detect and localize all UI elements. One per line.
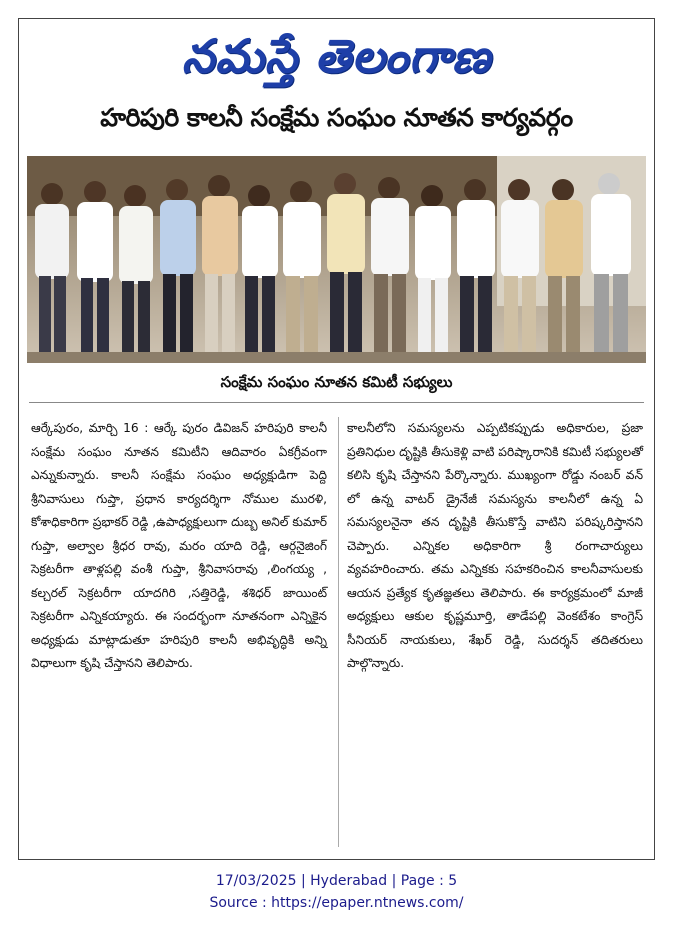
- article-text-right: కాలనీలోని సమస్యలను ఎప్పటికప్పుడు అధికారుల, ప్రజా ప్రతినిధుల దృష్టికి తీసుకెళ్లి వాటి పరిష్కారానికి కమిటీ సభ్యులతో కలిసి కృషి చేస్తానని పేర్కొన్నారు. ముఖ్యంగా రోడ్డు నంబర్ వన్ లో ఉన్న వాటర్ డ్రైనేజీ సమస్యను కాలనీలో ఉన్న ఏ సమస్యలనైనా తన దృష్టికి తీసుకొస్తే వాటిని పరిష్కరిస్తానని చెప్పారు. ఎన్నికల అధికారిగా శ్రీ రంగాచార్యులు వ్యవహరించారు. తమ ఎన్నికకు సహకరించిన కాలనీవాసులకు ఆయన ప్రత్యేక కృతజ్ఞతలు తెలిపారు. ఈ కార్యక్రమంలో మాజీ అధ్యక్షులు ఆకుల కృష్ణమూర్తి, తాడేపల్లి వెంకటేశం కాంగ్రెస్ సీనియర్ నాయకులు, శేఖర్ రెడ్డి, సుదర్శన్ తదితరులు పాల్గొన్నారు.: [347, 421, 643, 670]
- photo-caption: సంక్షేమ సంఘం నూతన కమిటీ సభ్యులు: [220, 373, 453, 391]
- source-footer: [0, 870, 673, 914]
- column-divider: [338, 417, 339, 847]
- article-text-left: ఆర్కేపురం, మార్చి 16 : ఆర్కే పురం డివిజన్ హరిపురి కాలనీ సంక్షేమ సంఘం నూతన కమిటీని ఆదివారం ఏకగ్రీవంగా ఎన్నుకున్నారు. కాలనీ సంక్షేమ సంఘం అధ్యక్షుడిగా పెద్ది శ్రీనివాసులు గుప్తా, ప్రధాన కార్యదర్శిగా నోముల మురళి, కోశాధికారిగా ప్రభాకర్ రెడ్డి ,ఉపాధ్యక్షులుగా దుబ్బ అనిల్ కుమార్ గుప్తా, అల్వాల శ్రీధర రావు, మరం యాది రెడ్డి, ఆర్గనైజింగ్ సెక్రటరీగా తాళ్లపల్లి వంశీ గుప్తా, శ్రీనివాసరావు ,లింగయ్య , కల్చరల్ సెక్రటరీగా యాదగిరి ,సత్తిరెడ్డి, శశిధర్ జాయింట్ సెక్రటరీగా ఎన్నికయ్యారు. ఈ సందర్భంగా నూతనంగా ఎన్నికైన అధ్యక్షుడు మాట్లాడుతూ హరిపురి కాలనీ అభివృద్ధికి అన్ని విధాలుగా కృషి చేస్తానని తెలిపారు.: [31, 421, 327, 670]
- masthead-title: నమస్తే తెలంగాణ: [181, 29, 492, 83]
- article-column-right: [347, 417, 643, 676]
- group-photo: [27, 156, 646, 363]
- group-photo-illustration: [27, 156, 646, 363]
- divider: [29, 402, 644, 403]
- footer-source-line[interactable]: Source : https://epaper.ntnews.com/: [209, 895, 464, 911]
- newspaper-clipping: [18, 18, 655, 860]
- article-column-left: [31, 417, 327, 676]
- masthead: [19, 23, 654, 89]
- footer-date-line: 17/03/2025 | Hyderabad | Page : 5: [215, 873, 458, 889]
- article-headline: హరిపురి కాలనీ సంక్షేమ సంఘం నూతన కార్యవర్గం: [100, 103, 573, 132]
